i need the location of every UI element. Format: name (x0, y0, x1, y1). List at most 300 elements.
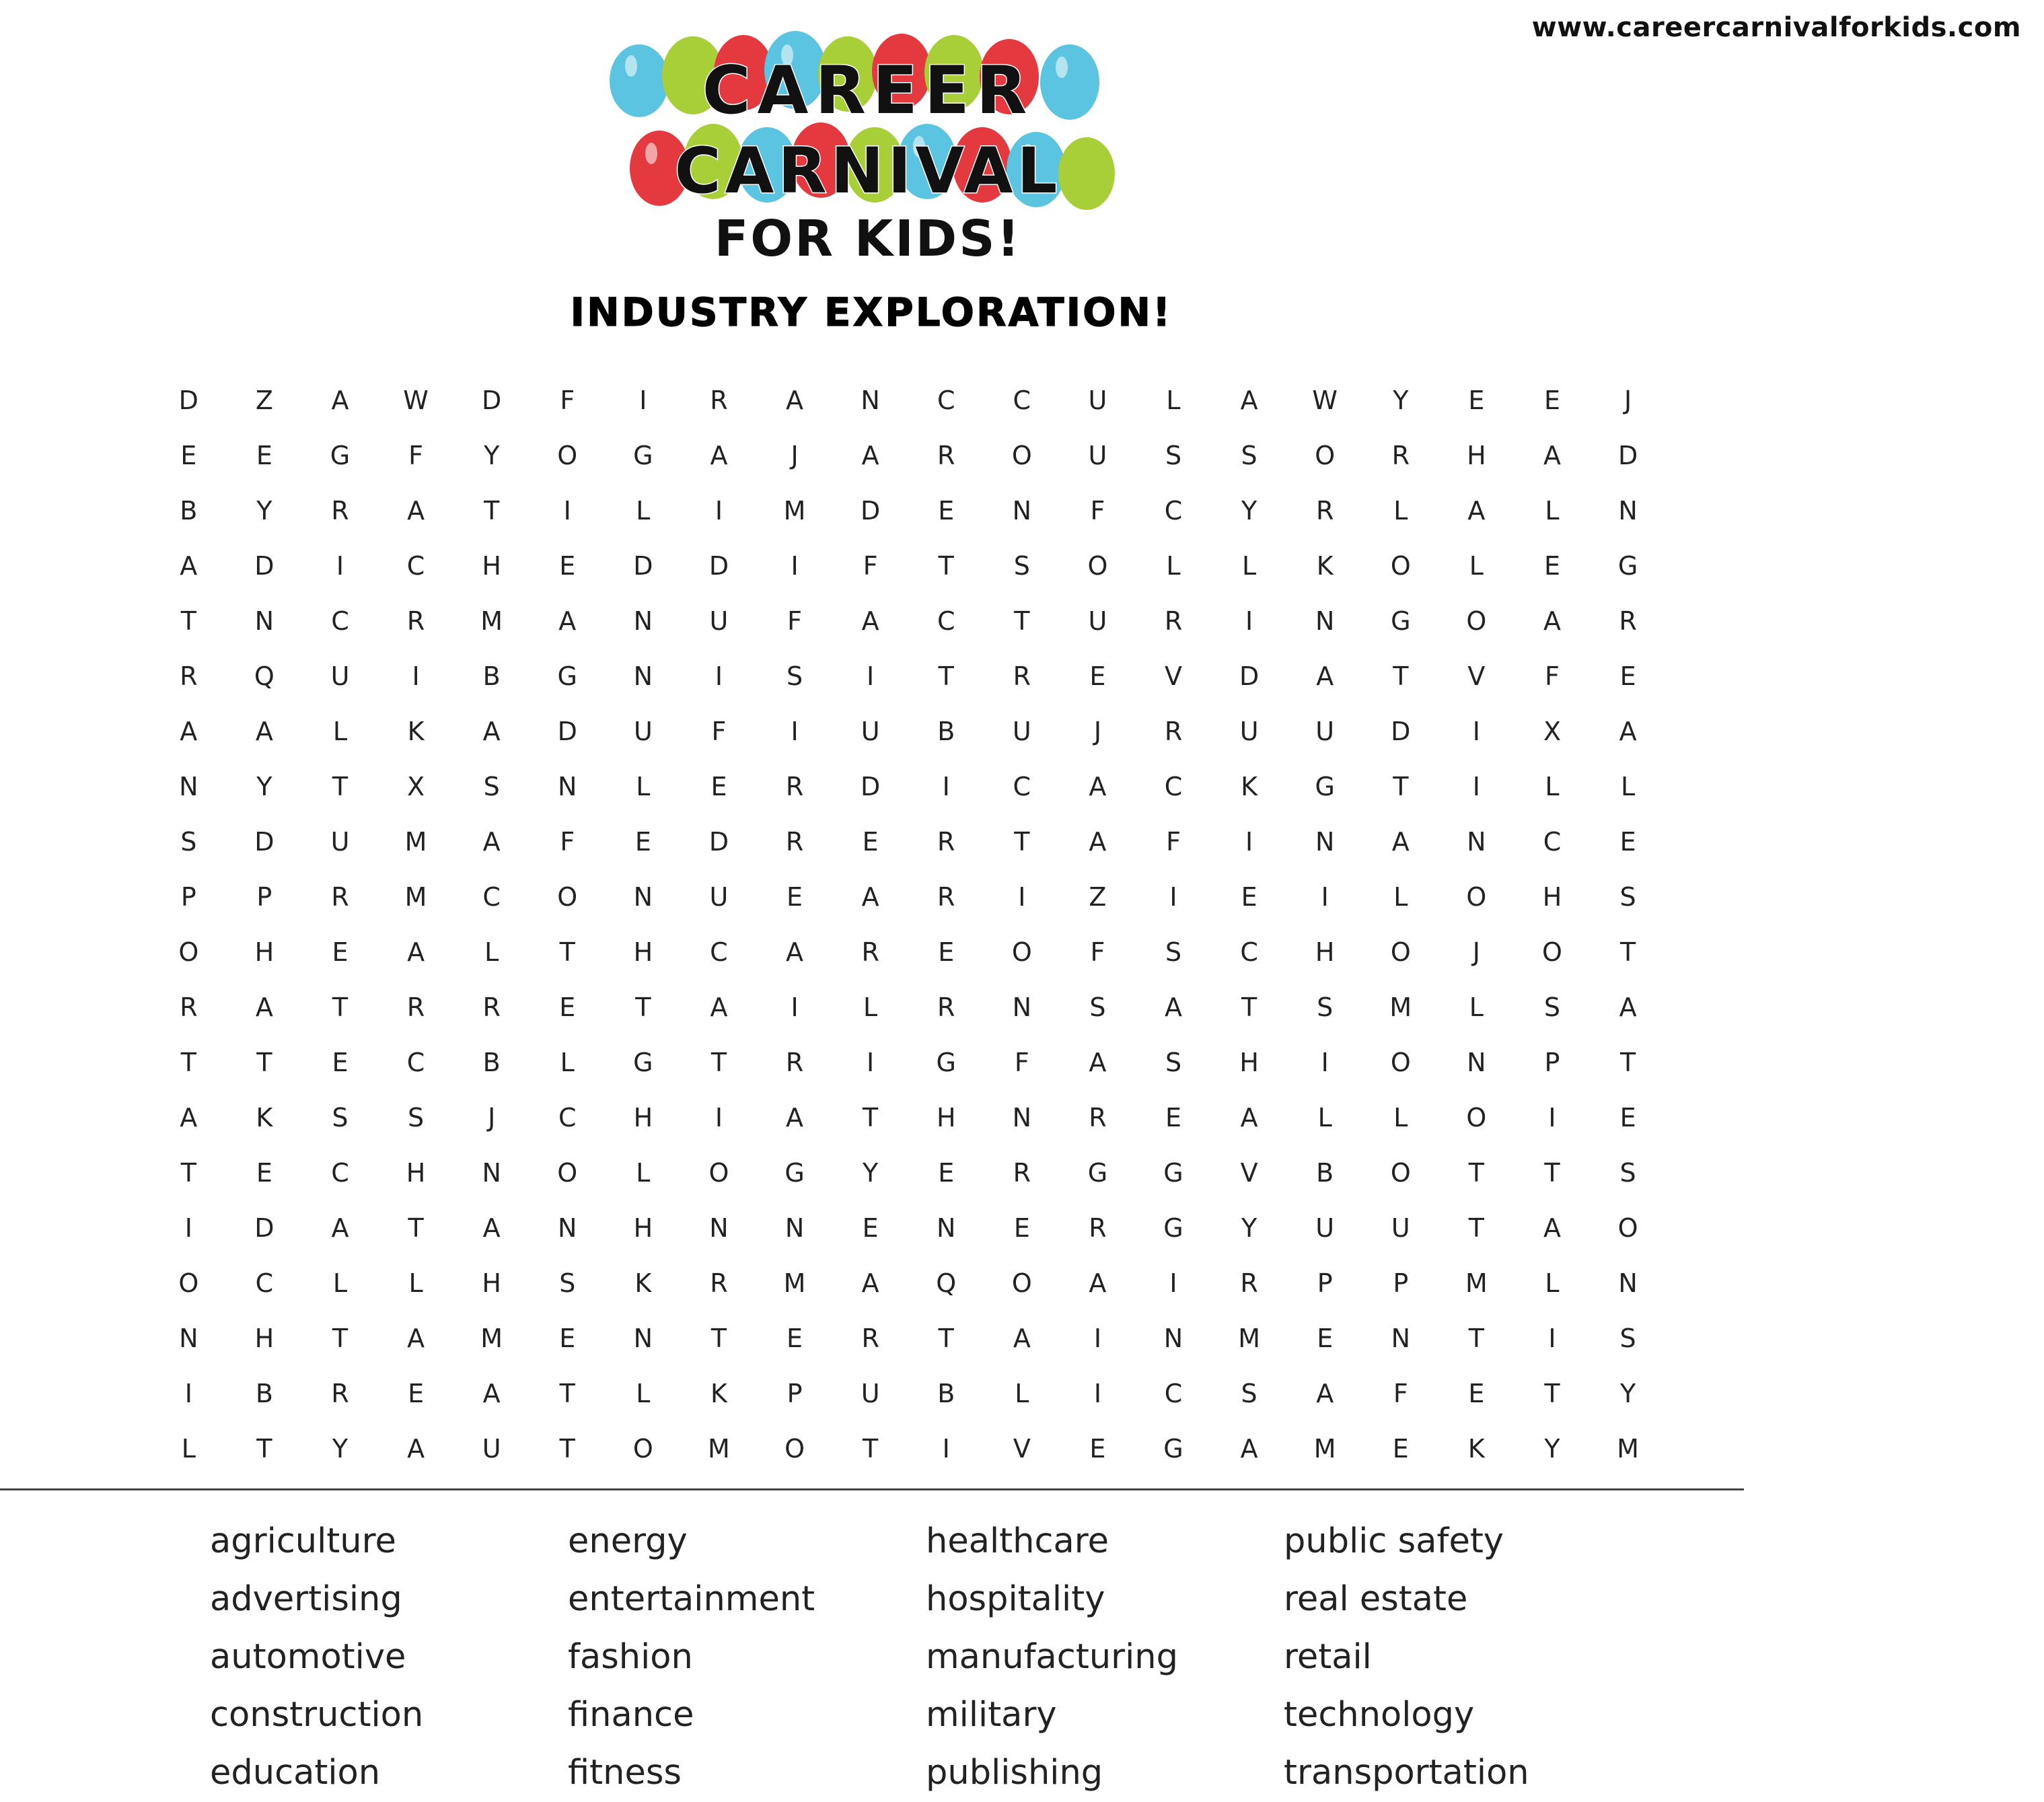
grid-letter[interactable]: T (484, 496, 500, 526)
grid-letter[interactable]: Y (863, 1158, 879, 1188)
grid-letter[interactable]: A (255, 717, 273, 746)
grid-letter[interactable]: N (937, 1213, 956, 1243)
grid-letter[interactable]: R (1240, 1268, 1258, 1298)
grid-letter[interactable]: U (330, 827, 350, 857)
grid-letter[interactable]: B (482, 1048, 501, 1077)
grid-letter[interactable]: N (558, 1213, 577, 1243)
grid-letter[interactable]: C (331, 606, 349, 636)
grid-letter[interactable]: F (1166, 827, 1181, 857)
grid-letter[interactable]: T (863, 1103, 879, 1132)
grid-letter[interactable]: M (1238, 1324, 1260, 1353)
grid-letter[interactable]: E (938, 937, 955, 967)
grid-letter[interactable]: M (783, 1268, 806, 1298)
grid-letter[interactable]: I (336, 551, 344, 581)
grid-letter[interactable]: J (488, 1103, 496, 1132)
grid-letter[interactable]: D (254, 1213, 275, 1243)
grid-letter[interactable]: D (1617, 441, 1638, 470)
grid-letter[interactable]: E (1241, 882, 1257, 912)
grid-letter[interactable]: S (1089, 993, 1106, 1022)
grid-letter[interactable]: I (791, 993, 799, 1022)
grid-letter[interactable]: B (937, 717, 955, 746)
grid-letter[interactable]: O (557, 441, 578, 470)
grid-letter[interactable]: A (482, 1213, 501, 1243)
grid-letter[interactable]: E (408, 1379, 425, 1408)
grid-letter[interactable]: N (784, 1213, 805, 1243)
grid-letter[interactable]: I (715, 496, 723, 526)
grid-letter[interactable]: C (1164, 772, 1183, 801)
grid-letter[interactable]: X (1543, 717, 1561, 746)
grid-letter[interactable]: A (1543, 441, 1561, 470)
grid-letter[interactable]: L (1545, 496, 1560, 526)
grid-letter[interactable]: A (861, 441, 879, 470)
grid-letter[interactable]: L (1620, 772, 1636, 801)
grid-letter[interactable]: J (1472, 937, 1480, 967)
grid-letter[interactable]: L (1317, 1103, 1332, 1132)
grid-letter[interactable]: L (636, 496, 651, 526)
grid-letter[interactable]: F (560, 827, 575, 857)
grid-letter[interactable]: K (1241, 772, 1258, 801)
grid-letter[interactable]: N (1163, 1324, 1183, 1353)
grid-letter[interactable]: V (1013, 1434, 1031, 1464)
grid-letter[interactable]: L (1393, 882, 1408, 912)
grid-letter[interactable]: N (633, 882, 653, 912)
grid-letter[interactable]: I (1245, 827, 1253, 857)
grid-letter[interactable]: U (1391, 1213, 1410, 1243)
grid-letter[interactable]: F (863, 551, 878, 581)
grid-letter[interactable]: A (482, 717, 501, 746)
grid-letter[interactable]: G (1391, 606, 1411, 636)
grid-letter[interactable]: P (1544, 1048, 1560, 1077)
grid-letter[interactable]: S (408, 1103, 425, 1132)
grid-letter[interactable]: S (1241, 441, 1257, 470)
grid-letter[interactable]: A (482, 827, 501, 857)
grid-letter[interactable]: P (1317, 1268, 1333, 1298)
grid-letter[interactable]: K (1467, 1434, 1485, 1464)
grid-letter[interactable]: L (1393, 496, 1408, 526)
grid-letter[interactable]: H (482, 551, 501, 581)
grid-letter[interactable]: Y (484, 441, 500, 470)
grid-letter[interactable]: A (1543, 606, 1561, 636)
grid-letter[interactable]: T (710, 1324, 727, 1353)
grid-letter[interactable]: S (1619, 882, 1636, 912)
grid-letter[interactable]: L (1166, 386, 1181, 415)
grid-letter[interactable]: O (557, 1158, 578, 1188)
grid-letter[interactable]: H (633, 1103, 653, 1132)
grid-letter[interactable]: Y (1241, 1213, 1257, 1243)
grid-letter[interactable]: L (863, 993, 878, 1022)
grid-letter[interactable]: E (256, 1158, 272, 1188)
grid-letter[interactable]: S (1013, 551, 1030, 581)
grid-letter[interactable]: E (1392, 1434, 1409, 1464)
grid-letter[interactable]: V (1467, 661, 1486, 691)
grid-letter[interactable]: J (791, 441, 799, 470)
grid-letter[interactable]: Y (1619, 1379, 1636, 1408)
grid-letter[interactable]: A (1013, 1324, 1031, 1353)
grid-letter[interactable]: A (331, 386, 349, 415)
grid-letter[interactable]: R (785, 827, 804, 857)
grid-letter[interactable]: E (1619, 1103, 1636, 1132)
grid-letter[interactable]: N (1315, 827, 1335, 857)
grid-letter[interactable]: L (484, 937, 499, 967)
grid-letter[interactable]: T (1468, 1324, 1484, 1353)
grid-letter[interactable]: N (1467, 1048, 1486, 1077)
grid-letter[interactable]: A (180, 1103, 198, 1132)
grid-letter[interactable]: A (558, 606, 577, 636)
grid-letter[interactable]: C (1164, 496, 1183, 526)
grid-letter[interactable]: E (938, 1158, 955, 1188)
grid-letter[interactable]: T (180, 1158, 196, 1188)
grid-letter[interactable]: C (1164, 1379, 1183, 1408)
grid-letter[interactable]: D (178, 386, 198, 415)
grid-letter[interactable]: R (785, 1048, 804, 1077)
grid-letter[interactable]: B (180, 496, 198, 526)
grid-letter[interactable]: K (256, 1103, 273, 1132)
grid-letter[interactable]: Q (254, 661, 275, 691)
grid-letter[interactable]: R (937, 827, 955, 857)
grid-letter[interactable]: D (1391, 717, 1411, 746)
grid-letter[interactable]: R (406, 993, 425, 1022)
grid-letter[interactable]: R (331, 496, 349, 526)
grid-letter[interactable]: K (710, 1379, 727, 1408)
grid-letter[interactable]: I (1093, 1379, 1102, 1408)
grid-letter[interactable]: F (1090, 937, 1105, 967)
grid-letter[interactable]: R (1316, 496, 1334, 526)
grid-letter[interactable]: D (482, 386, 502, 415)
grid-letter[interactable]: L (1545, 1268, 1560, 1298)
grid-letter[interactable]: H (633, 1213, 653, 1243)
grid-letter[interactable]: O (1390, 1048, 1411, 1077)
grid-letter[interactable]: M (708, 1434, 730, 1464)
grid-letter[interactable]: E (862, 827, 879, 857)
grid-letter[interactable]: D (254, 827, 275, 857)
grid-letter[interactable]: R (1089, 1103, 1107, 1132)
grid-letter[interactable]: T (938, 1324, 954, 1353)
grid-letter[interactable]: H (633, 937, 653, 967)
grid-letter[interactable]: M (1617, 1434, 1639, 1464)
grid-letter[interactable]: L (1242, 551, 1257, 581)
grid-letter[interactable]: R (1013, 1158, 1031, 1188)
grid-letter[interactable]: R (1013, 661, 1031, 691)
grid-letter[interactable]: R (861, 937, 879, 967)
grid-letter[interactable]: T (332, 993, 349, 1022)
grid-letter[interactable]: N (179, 1324, 198, 1353)
grid-letter[interactable]: A (710, 993, 728, 1022)
grid-letter[interactable]: N (1315, 606, 1335, 636)
grid-letter[interactable]: I (1321, 882, 1329, 912)
grid-letter[interactable]: L (332, 1268, 348, 1298)
grid-letter[interactable]: S (1317, 993, 1334, 1022)
grid-letter[interactable]: E (559, 551, 576, 581)
grid-letter[interactable]: K (1316, 551, 1334, 581)
grid-letter[interactable]: E (180, 441, 197, 470)
grid-letter[interactable]: N (861, 386, 880, 415)
grid-letter[interactable]: H (254, 937, 275, 967)
grid-letter[interactable]: G (557, 661, 577, 691)
grid-letter[interactable]: J (1623, 386, 1632, 415)
grid-letter[interactable]: T (559, 1379, 575, 1408)
grid-letter[interactable]: K (634, 1268, 652, 1298)
grid-letter[interactable]: W (1312, 386, 1338, 415)
grid-letter[interactable]: N (709, 1213, 729, 1243)
grid-letter[interactable]: F (560, 386, 575, 415)
grid-letter[interactable]: T (559, 937, 575, 967)
grid-letter[interactable]: E (787, 882, 803, 912)
grid-letter[interactable]: A (407, 1324, 425, 1353)
grid-letter[interactable]: R (937, 441, 955, 470)
grid-letter[interactable]: O (557, 882, 578, 912)
grid-letter[interactable]: R (406, 606, 425, 636)
grid-letter[interactable]: A (710, 441, 728, 470)
grid-letter[interactable]: O (784, 1434, 805, 1464)
grid-letter[interactable]: J (1093, 717, 1102, 746)
grid-letter[interactable]: I (1169, 882, 1177, 912)
grid-letter[interactable]: A (861, 882, 879, 912)
grid-letter[interactable]: H (1315, 937, 1335, 967)
grid-letter[interactable]: E (1543, 386, 1560, 415)
grid-letter[interactable]: T (1544, 1379, 1560, 1408)
grid-letter[interactable]: S (180, 827, 197, 857)
grid-letter[interactable]: F (711, 717, 727, 746)
grid-letter[interactable]: H (1239, 1048, 1259, 1077)
grid-letter[interactable]: A (1240, 1103, 1258, 1132)
grid-letter[interactable]: L (636, 772, 651, 801)
grid-letter[interactable]: T (256, 1434, 272, 1464)
grid-letter[interactable]: S (1619, 1158, 1636, 1188)
grid-letter[interactable]: C (255, 1268, 274, 1298)
grid-letter[interactable]: G (1617, 551, 1638, 581)
grid-letter[interactable]: I (715, 1103, 723, 1132)
grid-letter[interactable]: D (254, 551, 275, 581)
grid-letter[interactable]: N (1618, 1268, 1638, 1298)
grid-letter[interactable]: D (708, 827, 729, 857)
grid-letter[interactable]: I (715, 661, 723, 691)
grid-letter[interactable]: N (1467, 827, 1486, 857)
grid-letter[interactable]: A (861, 1268, 879, 1298)
grid-letter[interactable]: E (1619, 661, 1636, 691)
grid-letter[interactable]: S (1165, 1048, 1182, 1077)
grid-letter[interactable]: G (936, 1048, 956, 1077)
grid-letter[interactable]: A (180, 551, 198, 581)
grid-letter[interactable]: O (178, 937, 199, 967)
grid-letter[interactable]: W (403, 386, 429, 415)
grid-letter[interactable]: E (1013, 1213, 1030, 1243)
grid-letter[interactable]: O (1390, 1158, 1411, 1188)
grid-letter[interactable]: M (404, 827, 427, 857)
grid-letter[interactable]: U (1088, 386, 1107, 415)
grid-letter[interactable]: G (1087, 1158, 1108, 1188)
grid-letter[interactable]: I (1093, 1324, 1102, 1353)
grid-letter[interactable]: L (1469, 993, 1484, 1022)
grid-letter[interactable]: T (180, 606, 196, 636)
grid-letter[interactable]: S (1165, 441, 1182, 470)
grid-letter[interactable]: U (709, 606, 729, 636)
grid-letter[interactable]: L (1393, 1103, 1408, 1132)
grid-letter[interactable]: F (1014, 1048, 1029, 1077)
grid-letter[interactable]: I (867, 1048, 875, 1077)
grid-letter[interactable]: G (330, 441, 351, 470)
grid-letter[interactable]: T (256, 1048, 272, 1077)
grid-letter[interactable]: H (406, 1158, 426, 1188)
grid-letter[interactable]: P (1393, 1268, 1409, 1298)
grid-letter[interactable]: B (1316, 1158, 1334, 1188)
grid-letter[interactable]: O (1466, 1103, 1487, 1132)
grid-letter[interactable]: I (791, 551, 799, 581)
grid-letter[interactable]: R (482, 993, 501, 1022)
grid-letter[interactable]: A (1543, 1213, 1561, 1243)
grid-letter[interactable]: H (936, 1103, 956, 1132)
grid-letter[interactable]: V (1240, 1158, 1258, 1188)
grid-letter[interactable]: O (1466, 882, 1487, 912)
grid-letter[interactable]: E (787, 1324, 803, 1353)
grid-letter[interactable]: O (1011, 1268, 1032, 1298)
grid-letter[interactable]: L (560, 1048, 575, 1077)
grid-letter[interactable]: E (1619, 827, 1636, 857)
grid-letter[interactable]: M (1313, 1434, 1336, 1464)
grid-letter[interactable]: R (861, 1324, 879, 1353)
grid-letter[interactable]: A (1619, 993, 1637, 1022)
grid-letter[interactable]: C (937, 606, 955, 636)
grid-letter[interactable]: U (1012, 717, 1031, 746)
grid-letter[interactable]: A (1391, 827, 1410, 857)
grid-letter[interactable]: L (1545, 772, 1560, 801)
grid-letter[interactable]: N (1012, 496, 1032, 526)
grid-letter[interactable]: F (787, 606, 802, 636)
grid-letter[interactable]: T (1393, 661, 1409, 691)
grid-letter[interactable]: E (1165, 1103, 1182, 1132)
grid-letter[interactable]: E (1468, 386, 1485, 415)
grid-letter[interactable]: O (1466, 606, 1487, 636)
grid-letter[interactable]: I (942, 772, 950, 801)
grid-letter[interactable]: L (332, 717, 348, 746)
grid-letter[interactable]: O (708, 1158, 729, 1188)
grid-letter[interactable]: D (861, 496, 881, 526)
grid-letter[interactable]: F (1393, 1379, 1408, 1408)
grid-letter[interactable]: E (634, 827, 651, 857)
grid-letter[interactable]: C (710, 937, 728, 967)
grid-letter[interactable]: P (180, 882, 196, 912)
grid-letter[interactable]: R (1164, 717, 1183, 746)
grid-letter[interactable]: P (787, 1379, 803, 1408)
grid-letter[interactable]: R (331, 882, 349, 912)
grid-letter[interactable]: F (1545, 661, 1560, 691)
grid-letter[interactable]: S (786, 661, 803, 691)
grid-letter[interactable]: D (557, 717, 577, 746)
grid-letter[interactable]: T (1014, 606, 1030, 636)
grid-letter[interactable]: U (861, 1379, 880, 1408)
grid-letter[interactable]: Q (936, 1268, 957, 1298)
grid-letter[interactable]: S (483, 772, 500, 801)
grid-letter[interactable]: C (1013, 772, 1031, 801)
grid-letter[interactable]: A (1467, 496, 1486, 526)
grid-letter[interactable]: T (1544, 1158, 1560, 1188)
grid-letter[interactable]: C (1240, 937, 1258, 967)
grid-letter[interactable]: Z (255, 386, 273, 415)
grid-letter[interactable]: G (1315, 772, 1335, 801)
grid-letter[interactable]: N (1391, 1324, 1411, 1353)
grid-letter[interactable]: I (639, 386, 647, 415)
grid-letter[interactable]: O (1315, 441, 1336, 470)
grid-letter[interactable]: G (1163, 1158, 1183, 1188)
grid-letter[interactable]: A (786, 937, 804, 967)
grid-letter[interactable]: I (1472, 717, 1480, 746)
grid-letter[interactable]: P (256, 882, 272, 912)
grid-letter[interactable]: U (1088, 441, 1107, 470)
grid-letter[interactable]: A (1240, 1434, 1258, 1464)
grid-letter[interactable]: K (407, 717, 425, 746)
grid-letter[interactable]: I (791, 717, 799, 746)
grid-letter[interactable]: S (1543, 993, 1561, 1022)
grid-letter[interactable]: T (1241, 993, 1257, 1022)
grid-letter[interactable]: A (482, 1379, 501, 1408)
grid-letter[interactable]: O (178, 1268, 199, 1298)
grid-letter[interactable]: N (179, 772, 198, 801)
grid-letter[interactable]: I (1472, 772, 1480, 801)
grid-letter[interactable]: H (254, 1324, 275, 1353)
grid-letter[interactable]: Z (1089, 882, 1107, 912)
grid-letter[interactable]: L (636, 1158, 651, 1188)
grid-letter[interactable]: E (332, 937, 349, 967)
grid-letter[interactable]: I (1548, 1324, 1556, 1353)
grid-letter[interactable]: U (1315, 1213, 1335, 1243)
grid-letter[interactable]: O (1011, 441, 1032, 470)
grid-letter[interactable]: B (255, 1379, 273, 1408)
grid-letter[interactable]: E (710, 772, 727, 801)
grid-letter[interactable]: R (937, 993, 955, 1022)
grid-letter[interactable]: M (480, 606, 503, 636)
grid-letter[interactable]: L (408, 1268, 423, 1298)
grid-letter[interactable]: U (1088, 606, 1107, 636)
grid-letter[interactable]: C (558, 1103, 577, 1132)
grid-letter[interactable]: N (633, 1324, 653, 1353)
grid-letter[interactable]: H (482, 1268, 501, 1298)
grid-letter[interactable]: E (332, 1048, 349, 1077)
grid-letter[interactable]: E (862, 1213, 879, 1243)
grid-letter[interactable]: A (255, 993, 273, 1022)
grid-letter[interactable]: L (1469, 551, 1484, 581)
grid-letter[interactable]: M (404, 882, 427, 912)
grid-letter[interactable]: M (1465, 1268, 1488, 1298)
grid-letter[interactable]: O (1390, 937, 1411, 967)
grid-letter[interactable]: G (1163, 1434, 1183, 1464)
grid-letter[interactable]: C (1013, 386, 1031, 415)
grid-letter[interactable]: E (1089, 1434, 1106, 1464)
grid-letter[interactable]: E (559, 1324, 576, 1353)
grid-letter[interactable]: A (861, 606, 879, 636)
grid-letter[interactable]: R (937, 882, 955, 912)
grid-letter[interactable]: X (407, 772, 425, 801)
grid-letter[interactable]: A (1316, 661, 1334, 691)
grid-letter[interactable]: T (1619, 1048, 1636, 1077)
grid-letter[interactable]: Y (1393, 386, 1409, 415)
grid-letter[interactable]: T (938, 661, 954, 691)
grid-letter[interactable]: F (1090, 496, 1105, 526)
grid-letter[interactable]: D (1239, 661, 1260, 691)
grid-letter[interactable]: M (783, 496, 806, 526)
grid-letter[interactable]: T (332, 1324, 349, 1353)
grid-letter[interactable]: T (938, 551, 954, 581)
grid-letter[interactable]: A (407, 1434, 425, 1464)
grid-letter[interactable]: C (937, 386, 955, 415)
grid-letter[interactable]: A (407, 496, 425, 526)
grid-letter[interactable]: A (1240, 386, 1258, 415)
grid-letter[interactable]: E (559, 993, 576, 1022)
grid-letter[interactable]: L (181, 1434, 196, 1464)
grid-letter[interactable]: U (482, 1434, 501, 1464)
grid-letter[interactable]: G (784, 1158, 805, 1188)
grid-letter[interactable]: T (1468, 1158, 1484, 1188)
grid-letter[interactable]: U (633, 717, 653, 746)
grid-letter[interactable]: Y (332, 1434, 349, 1464)
